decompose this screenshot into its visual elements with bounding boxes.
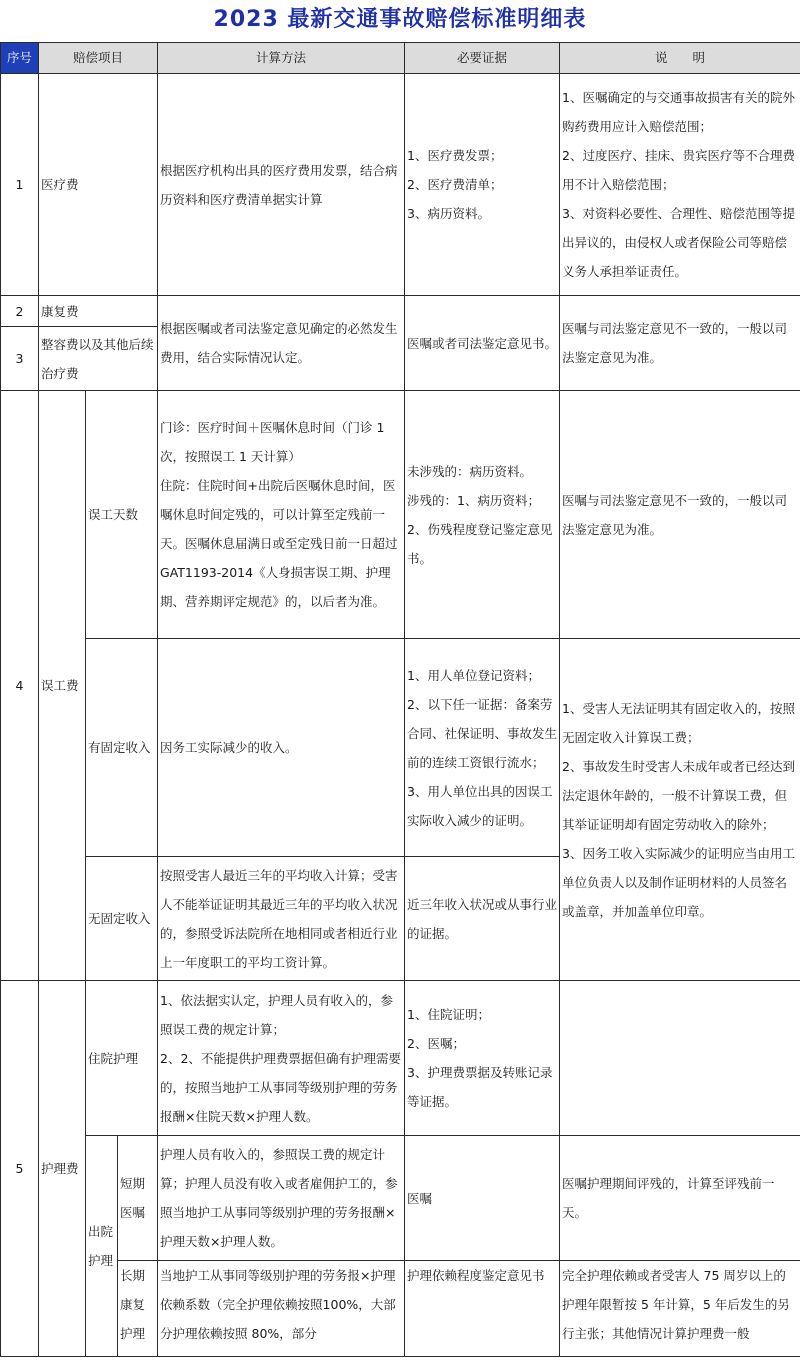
row-evidence: 未涉残的：病历资料。 涉残的：1、病历资料；2、伤残程度登记鉴定意见书。 [405,391,560,639]
row-no: 1 [1,74,39,296]
row-method: 当地护工从事同等级别护理的劳务报×护理依赖系数（完全护理依赖按照100%，大部分护理依赖按照 80%，部分 [158,1261,405,1357]
header-row [1,43,800,74]
row-method: 因务工实际减少的收入。 [158,639,405,857]
row-evidence: 医嘱 [405,1136,560,1261]
row-method: 根据医疗机构出具的医疗费用发票，结合病历资料和医疗费清单据实计算 [158,74,405,296]
sub-item-label: 有固定收入 [86,639,158,857]
row-method: 护理人员有收入的，参照误工费的规定计算；护理人员没有收入或者雇佣护工的，参照当地护工从事同等级别护理的劳务报酬×护理天数×护理人数。 [158,1136,405,1261]
row-item: 整容费以及其他后续治疗费 [39,327,158,391]
table-row [1,981,800,1136]
row-no: 4 [1,391,39,981]
row-no: 2 [1,296,39,327]
table-row [1,639,800,857]
row-evidence: 近三年收入状况或从事行业的证据。 [405,857,560,981]
row-item: 护理费 [39,981,86,1357]
row-note [560,981,800,1136]
row-evidence: 1、用人单位登记资料； 2、以下任一证据：备案劳合同、社保证明、事故发生前的连续工资银行流水； 3、用人单位出具的因误工实际收入减少的证明。 [405,639,560,857]
row-note: 医嘱护理期间评残的，计算至评残前一天。 [560,1136,800,1261]
row-item: 医疗费 [39,74,158,296]
row-no: 3 [1,327,39,391]
row-evidence: 护理依赖程度鉴定意见书 [405,1261,560,1357]
row-method: 1、依法据实认定，护理人员有收入的，参照误工费的规定计算； 2、2、不能提供护理费票据但确有护理需要的，按照当地护工从事同等级别护理的劳务报酬×住院天数×护理人数。 [158,981,405,1136]
sub-item-label: 误工天数 [86,391,158,639]
row-item: 康复费 [39,296,158,327]
header-no: 序号 [1,43,39,74]
sub-item-label: 出院护理 [86,1136,118,1357]
row-note: 完全护理依赖或者受害人 75 周岁以上的护理年限暂按 5 年计算，5 年后发生的另行主张；其他情况计算护理费一般 [560,1261,800,1357]
table-row [1,74,800,296]
row-no: 5 [1,981,39,1357]
table-row [1,1261,800,1357]
header-method: 计算方法 [158,43,405,74]
row-item: 误工费 [39,391,86,981]
sub-sub-item-label: 短期医嘱 [118,1136,158,1261]
header-evidence: 必要证据 [405,43,560,74]
compensation-table [0,42,800,1357]
row-evidence: 医嘱或者司法鉴定意见书。 [405,296,560,391]
sub-item-label: 住院护理 [86,981,158,1136]
table-row [1,296,800,327]
row-note: 1、医嘱确定的与交通事故损害有关的院外购药费用应计入赔偿范围； 2、过度医疗、挂床、贵宾医疗等不合理费用不计入赔偿范围； 3、对资料必要性、合理性、赔偿范围等提出异议的，由侵权人或者保险公司等赔偿义务人承担举证责任。 [560,74,800,296]
sub-item-label: 无固定收入 [86,857,158,981]
row-note: 医嘱与司法鉴定意见不一致的，一般以司法鉴定意见为准。 [560,391,800,639]
table-row [1,391,800,639]
row-method: 按照受害人最近三年的平均收入计算；受害人不能举证证明其最近三年的平均收入状况的，参照受诉法院所在地相同或者相近行业上一年度职工的平均工资计算。 [158,857,405,981]
page-title: 2023 最新交通事故赔偿标准明细表 [213,7,587,32]
row-note: 1、受害人无法证明其有固定收入的，按照无固定收入计算误工费； 2、事故发生时受害人未成年或者已经达到法定退休年龄的，一般不计算误工费，但其举证证明却有固定劳动收入的除外； 3、因务工收入实际减少的证明应当由用工单位负责人以及制作证明材料的人员签名或盖章，并加盖单位印章。 [560,639,800,981]
row-method: 门诊：医疗时间＋医嘱休息时间（门诊 1 次，按照误工 1 天计算） 住院：住院时间+出院后医嘱休息时间，医嘱休息时间定残的，可以计算至定残前一天。医嘱休息届满日或至定残日前一日超过 GAT1193-2014《人身损害误工期、护理期、营养期评定规范》的，以后者为准。 [158,391,405,639]
row-evidence: 1、医疗费发票； 2、医疗费清单； 3、病历资料。 [405,74,560,296]
sub-sub-item-label: 长期康复护理 [118,1261,158,1357]
row-method: 根据医嘱或者司法鉴定意见确定的必然发生费用，结合实际情况认定。 [158,296,405,391]
row-evidence: 1、住院证明； 2、医嘱； 3、护理费票据及转账记录等证据。 [405,981,560,1136]
header-item: 赔偿项目 [39,43,158,74]
table-row [1,1136,800,1261]
row-note: 医嘱与司法鉴定意见不一致的，一般以司法鉴定意见为准。 [560,296,800,391]
header-note: 说 明 [560,43,800,74]
